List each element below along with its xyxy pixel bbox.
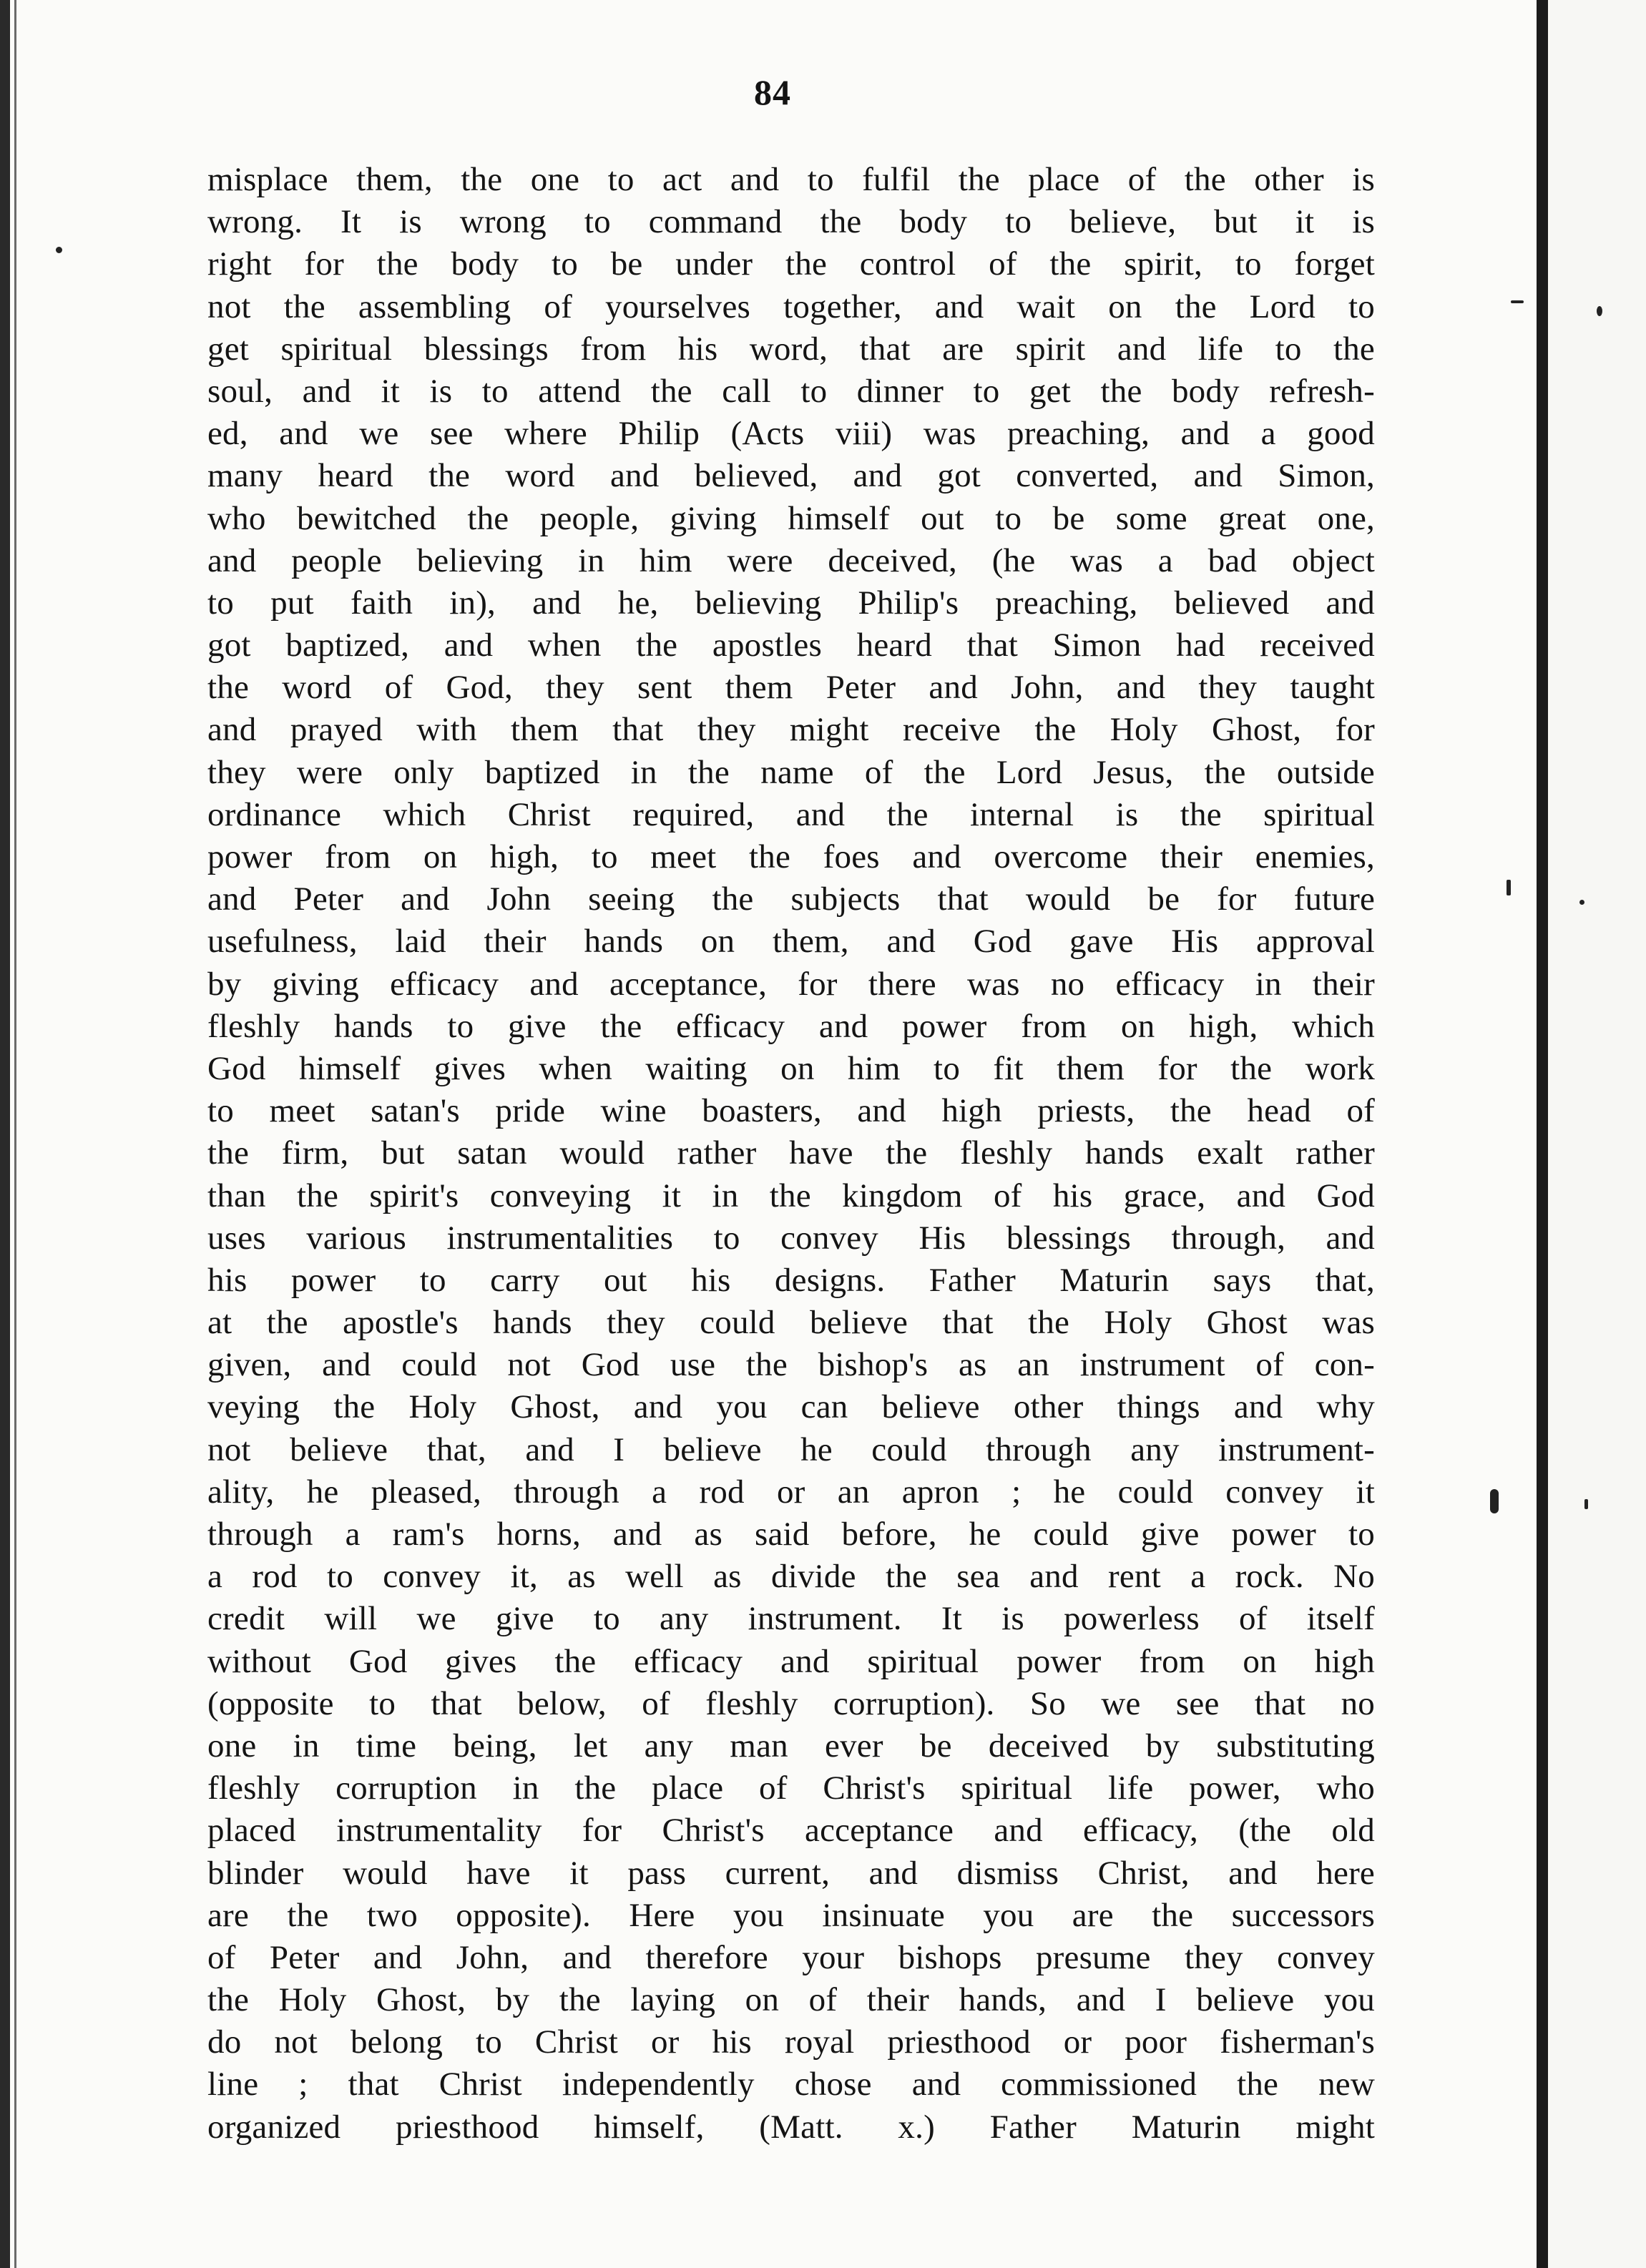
text-line: through a ram's horns, and as said before, he could give power to	[207, 1516, 1375, 1553]
text-line: wrong. It is wrong to command the body to believe, but it is	[207, 203, 1375, 241]
scan-speck	[1511, 300, 1524, 303]
text-line: who bewitched the people, giving himself out to be some great one,	[207, 499, 1375, 537]
text-line: ality, he pleased, through a rod or an apron ; he could convey it	[207, 1473, 1375, 1511]
text-line: and people believing in him were deceived, (he was a bad object	[207, 541, 1375, 579]
text-line: blinder would have it pass current, and dismiss Christ, and here	[207, 1854, 1375, 1892]
text-line: credit will we give to any instrument. It is powerless of itself	[207, 1600, 1375, 1638]
text-line: and Peter and John seeing the subjects that would be for future	[207, 880, 1375, 918]
text-line: (opposite to that below, of fleshly corruption). So we see that no	[207, 1684, 1375, 1722]
text-line: at the apostle's hands they could believe that the Holy Ghost was	[207, 1304, 1375, 1342]
text-line: right for the body to be under the control of the spirit, to forget	[207, 245, 1375, 283]
text-line: are the two opposite). Here you insinuate you are the successors	[207, 1896, 1375, 1934]
text-line: soul, and it is to attend the call to dinner to get the body refresh-	[207, 372, 1375, 410]
text-line: ordinance which Christ required, and the internal is the spiritual	[207, 795, 1375, 833]
text-line: fleshly hands to give the efficacy and power from on high, which	[207, 1007, 1375, 1045]
text-line: not the assembling of yourselves together, and wait on the Lord to	[207, 288, 1375, 325]
text-line: his power to carry out his designs. Father Maturin says that,	[207, 1261, 1375, 1299]
text-line: usefulness, laid their hands on them, and God gave His approval	[207, 923, 1375, 961]
body-text	[207, 159, 1375, 2149]
text-line: ed, and we see where Philip (Acts viii) was preaching, and a good	[207, 415, 1375, 453]
text-line: line ; that Christ independently chose and commissioned the new	[207, 2066, 1375, 2103]
scan-edge-left	[0, 0, 10, 2268]
text-line: power from on high, to meet the foes and overcome their enemies,	[207, 838, 1375, 875]
text-line: not believe that, and I believe he could through any instrument-	[207, 1430, 1375, 1468]
text-line: a rod to convey it, as well as divide the sea and rent a rock. No	[207, 1558, 1375, 1596]
text-line: they were only baptized in the name of the Lord Jesus, the outside	[207, 753, 1375, 791]
text-line: organized priesthood himself, (Matt. x.) Father Maturin might	[207, 2108, 1375, 2146]
text-line: got baptized, and when the apostles heard that Simon had received	[207, 627, 1375, 664]
scan-margin-right	[1548, 0, 1646, 2268]
text-line: get spiritual blessings from his word, that are spirit and life to the	[207, 330, 1375, 368]
text-line: placed instrumentality for Christ's acceptance and efficacy, (the old	[207, 1812, 1375, 1850]
scan-speck	[1579, 900, 1584, 905]
text-line: without God gives the efficacy and spiritual power from on high	[207, 1642, 1375, 1680]
text-line: one in time being, let any man ever be deceived by substituting	[207, 1727, 1375, 1764]
text-line: do not belong to Christ or his royal priesthood or poor fisherman's	[207, 2023, 1375, 2061]
scan-speck	[56, 247, 62, 253]
text-line: God himself gives when waiting on him to fit them for the work	[207, 1049, 1375, 1087]
scan-speck	[1507, 880, 1511, 895]
text-line: fleshly corruption in the place of Christ's spiritual life power, who	[207, 1769, 1375, 1807]
text-line: and prayed with them that they might receive the Holy Ghost, for	[207, 711, 1375, 749]
text-line: than the spirit's conveying it in the kingdom of his grace, and God	[207, 1177, 1375, 1214]
text-line: uses various instrumentalities to convey His blessings through, and	[207, 1219, 1375, 1257]
text-line: to meet satan's pride wine boasters, and high priests, the head of	[207, 1092, 1375, 1130]
text-line: to put faith in), and he, believing Philip's preaching, believed and	[207, 584, 1375, 622]
scan-edge-right	[1537, 0, 1548, 2268]
text-line: the Holy Ghost, by the laying on of their hands, and I believe you	[207, 1981, 1375, 2019]
scan-speck	[1597, 306, 1602, 316]
page-number: 84	[754, 72, 791, 112]
scan-edge-line	[14, 0, 16, 2268]
scan-speck	[1584, 1499, 1588, 1509]
scan-speck	[1490, 1489, 1499, 1513]
text-line: misplace them, the one to act and to fulfil the place of the other is	[207, 161, 1375, 198]
text-line: by giving efficacy and acceptance, for there was no efficacy in their	[207, 965, 1375, 1003]
text-line: of Peter and John, and therefore your bishops presume they convey	[207, 1938, 1375, 1976]
text-line: given, and could not God use the bishop's as an instrument of con-	[207, 1346, 1375, 1384]
text-line: veying the Holy Ghost, and you can believe other things and why	[207, 1388, 1375, 1426]
text-line: the firm, but satan would rather have the fleshly hands exalt rather	[207, 1134, 1375, 1172]
text-line: many heard the word and believed, and got converted, and Simon,	[207, 457, 1375, 495]
text-line: the word of God, they sent them Peter and John, and they taught	[207, 669, 1375, 707]
